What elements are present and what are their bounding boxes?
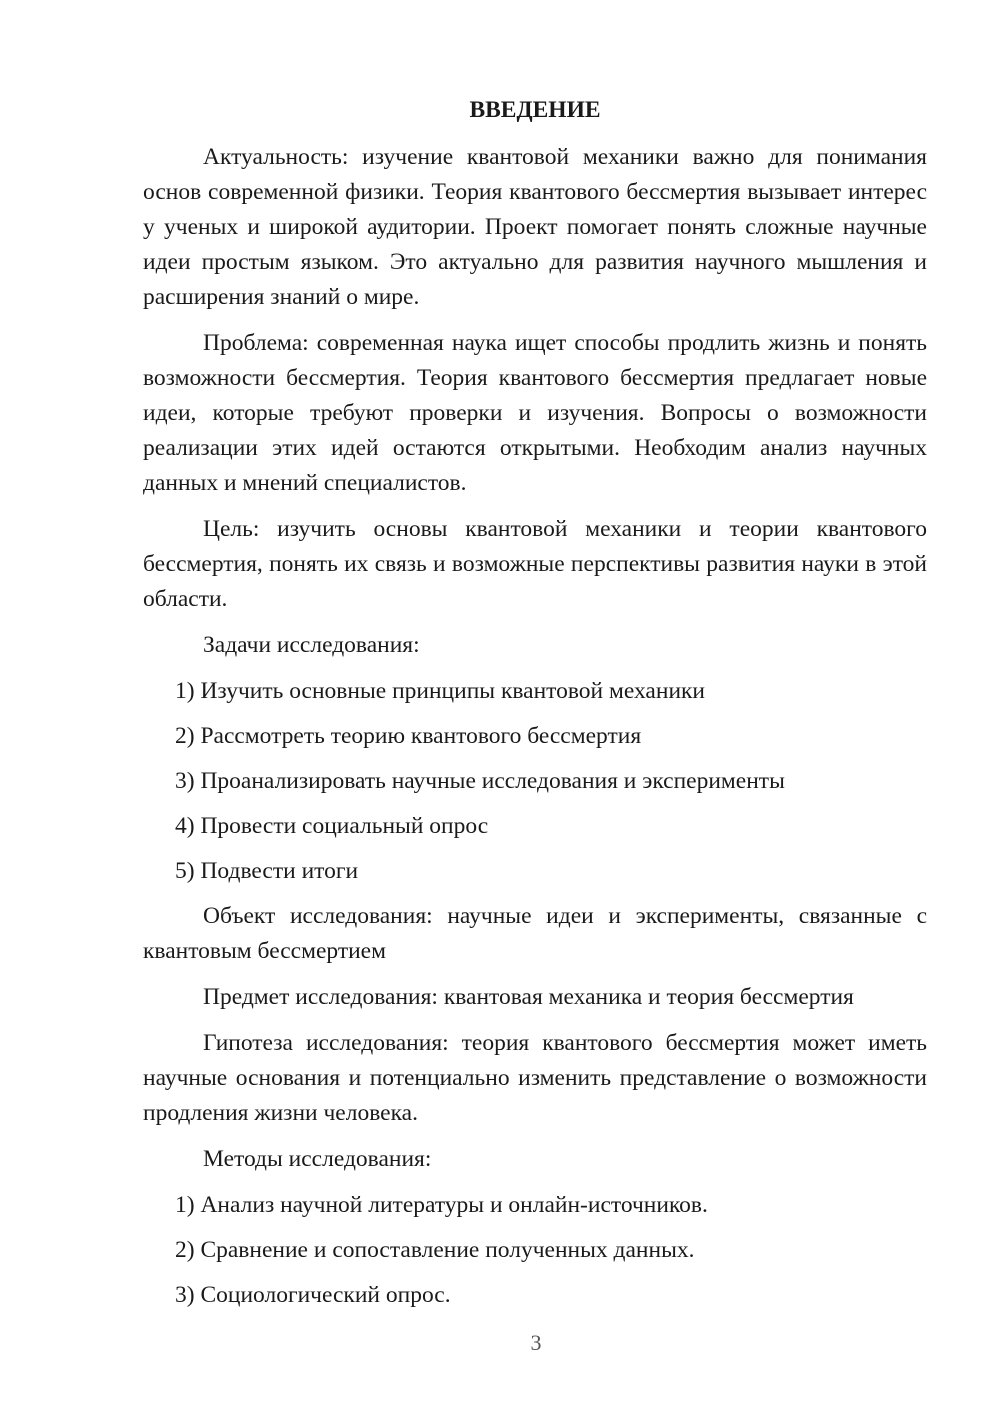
subject-paragraph: Предмет исследования: квантовая механика и теория бессмертия — [203, 984, 854, 1010]
relevance-paragraph: Актуальность: изучение квантовой механики важно для понимания основ современной физики. Теория квантового бессмертия вызывает интерес у ученых и широкой аудитории. Проект помогает понять сложные научные идеи простым языком. Это актуально для развития научного мышления и расширения знаний о мире. — [143, 144, 927, 310]
hypothesis-paragraph: Гипотеза исследования: теория квантового бессмертия может иметь научные основания и потенциально изменить представление о возможности продления жизни человека. — [143, 1030, 927, 1126]
task-item: 2) Рассмотреть теорию квантового бессмертия — [175, 723, 642, 749]
task-item: 1) Изучить основные принципы квантовой механики — [175, 678, 706, 704]
method-item: 1) Анализ научной литературы и онлайн-источников. — [175, 1192, 708, 1218]
problem-paragraph: Проблема: современная наука ищет способы продлить жизнь и понять возможности бессмертия. Теория квантового бессмертия предлагает новые идеи, которые требуют проверки и изучения. Вопросы о возможности реализации этих идей остаются открытыми. Необходим анализ научных данных и мнений специалистов. — [143, 330, 927, 496]
tasks-list — [143, 674, 927, 889]
methods-list — [143, 1188, 927, 1313]
page-content — [143, 93, 927, 1323]
method-item: 2) Сравнение и сопоставление полученных данных. — [175, 1237, 695, 1263]
tasks-label: Задачи исследования: — [203, 632, 420, 658]
object-paragraph: Объект исследования: научные идеи и эксперименты, связанные с квантовым бессмертием — [143, 903, 927, 964]
task-item: 4) Провести социальный опрос — [175, 813, 489, 839]
goal-paragraph: Цель: изучить основы квантовой механики и теории квантового бессмертия, понять их связь и возможные перспективы развития науки в этой области. — [143, 516, 927, 612]
page-number: 3 — [530, 1330, 542, 1355]
task-item: 5) Подвести итоги — [175, 858, 359, 884]
task-item: 3) Проанализировать научные исследования и эксперименты — [175, 768, 785, 794]
methods-label: Методы исследования: — [203, 1146, 432, 1172]
section-heading: ВВЕДЕНИЕ — [469, 97, 601, 123]
method-item: 3) Социологический опрос. — [175, 1282, 451, 1308]
